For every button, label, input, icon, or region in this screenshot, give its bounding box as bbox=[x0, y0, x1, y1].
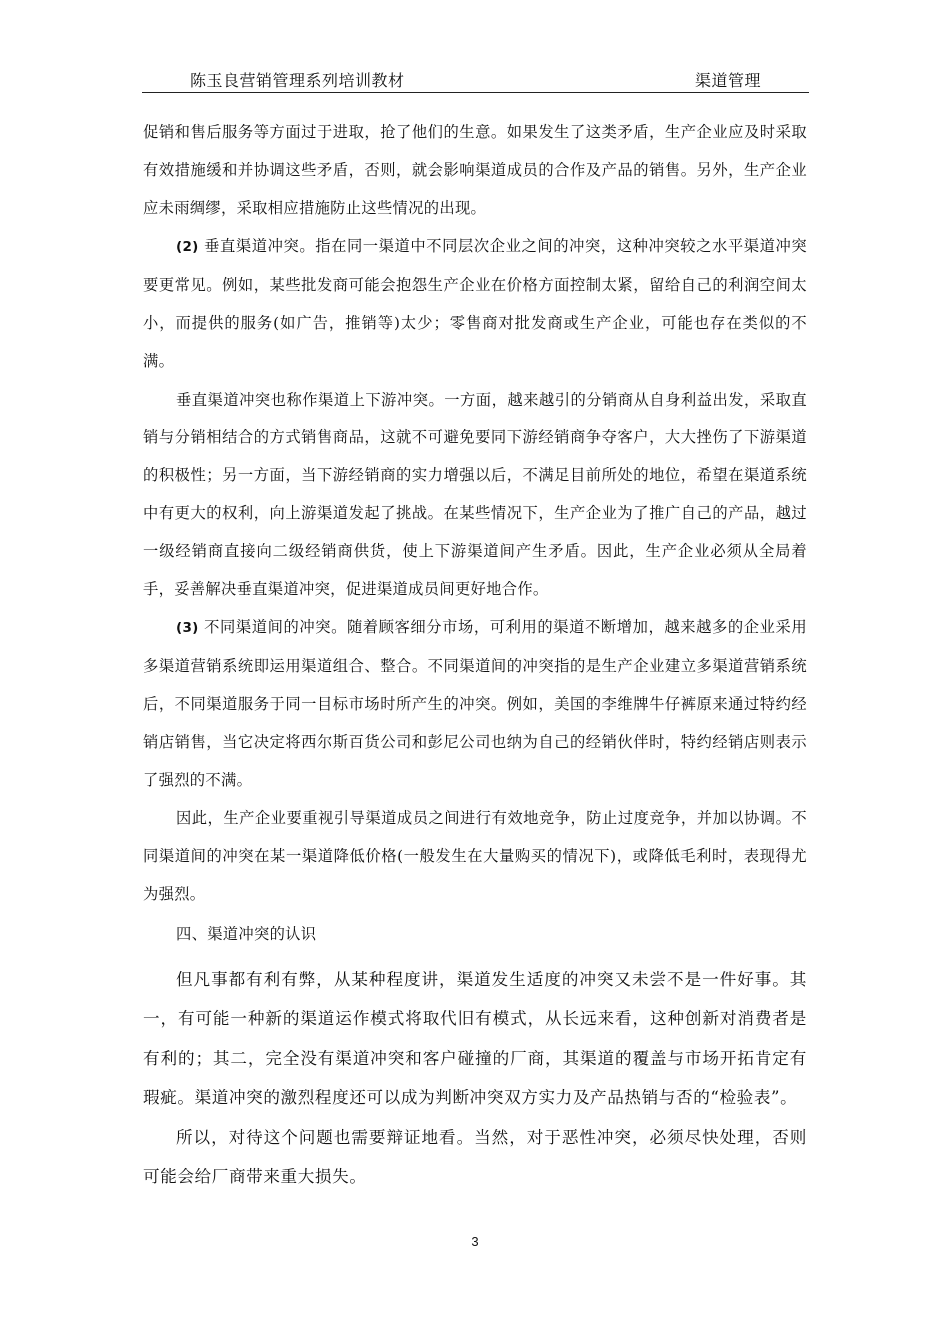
page-number: 3 bbox=[471, 1234, 479, 1249]
paragraph-upstream-downstream: 垂直渠道冲突也称作渠道上下游冲突。一方面，越来越引的分销商从自身利益出发，采取直销与分销相结合的方式销售商品，这就不可避免要同下游经销商争夺客户，大大挫伤了下游渠道的积极性；另一方面，当下游经销商的实力增强以后，不满足目前所处的地位，希望在渠道系统中有更大的权利，向上游渠道发起了挑战。在某些情况下，生产企业为了推广自己的产品，越过一级经销商直接向二级经销商供货，使上下游渠道间产生矛盾。因此，生产企业必须从全局着手，妥善解决垂直渠道冲突，促进渠道成员间更好地合作。 bbox=[143, 390, 807, 598]
paragraph-competition-guidance: 因此，生产企业要重视引导渠道成员之间进行有效地竞争，防止过度竞争，并加以协调。不同渠道间的冲突在某一渠道降低价格(一般发生在大量购买的情况下)，或降低毛利时，表现得尤为强烈。 bbox=[143, 809, 807, 903]
paragraph-cross-channel-conflict bbox=[143, 609, 807, 799]
paragraph-horizontal-conflict-end: 促销和售后服务等方面过于进取，抢了他们的生意。如果发生了这类矛盾，生产企业应及时采取有效措施缓和并协调这些矛盾，否则，就会影响渠道成员的合作及产品的销售。另外，生产企业应未雨绸缪，采取相应措施防止这些情况的出现。 bbox=[143, 123, 807, 217]
item-number-2: (2) bbox=[176, 239, 199, 256]
paragraph-cross-channel-conflict-text: 不同渠道间的冲突。随着顾客细分市场，可利用的渠道不断增加，越来越多的企业采用多渠道营销系统即运用渠道组合、整合。不同渠道间的冲突指的是生产企业建立多渠道营销系统后，不同渠道服务于同一目标市场时所产生的冲突。例如，美国的李维牌牛仔裤原来通过特约经销店销售，当它决定将西尔斯百货公司和彭尼公司也纳为自己的经销伙伴时，特约经销店则表示了强烈的不满。 bbox=[143, 618, 807, 789]
header-book-title: 陈玉良营销管理系列培训教材 bbox=[190, 71, 405, 90]
document-body bbox=[143, 114, 807, 1197]
paragraph-pros-cons: 但凡事都有利有弊，从某种程度讲，渠道发生适度的冲突又未尝不是一件好事。其一，有可能一种新的渠道运作模式将取代旧有模式，从长远来看，这种创新对消费者是有利的；其二，完全没有渠道冲突和客户碰撞的厂商，其渠道的覆盖与市场开拓肯定有瑕疵。渠道冲突的激烈程度还可以成为判断冲突双方实力及产品热销与否的“检验表”。 bbox=[143, 969, 807, 1108]
paragraph-vertical-conflict-text: 垂直渠道冲突。指在同一渠道中不同层次企业之间的冲突，这种冲突较之水平渠道冲突要更常见。例如，某些批发商可能会抱怨生产企业在价格方面控制太紧，留给自己的利润空间太小，而提供的服务(如广告，推销等)太少；零售商对批发商或生产企业，可能也存在类似的不满。 bbox=[143, 237, 807, 370]
item-number-3: (3) bbox=[176, 620, 199, 637]
header-chapter-title: 渠道管理 bbox=[694, 71, 761, 90]
page-header bbox=[142, 66, 809, 93]
section-heading-4: 四、渠道冲突的认识 bbox=[176, 924, 317, 943]
paragraph-vertical-conflict bbox=[143, 228, 807, 380]
paragraph-dialectical-view: 所以，对待这个问题也需要辩证地看。当然，对于恶性冲突，必须尽快处理，否则可能会给厂商带来重大损失。 bbox=[143, 1127, 807, 1187]
